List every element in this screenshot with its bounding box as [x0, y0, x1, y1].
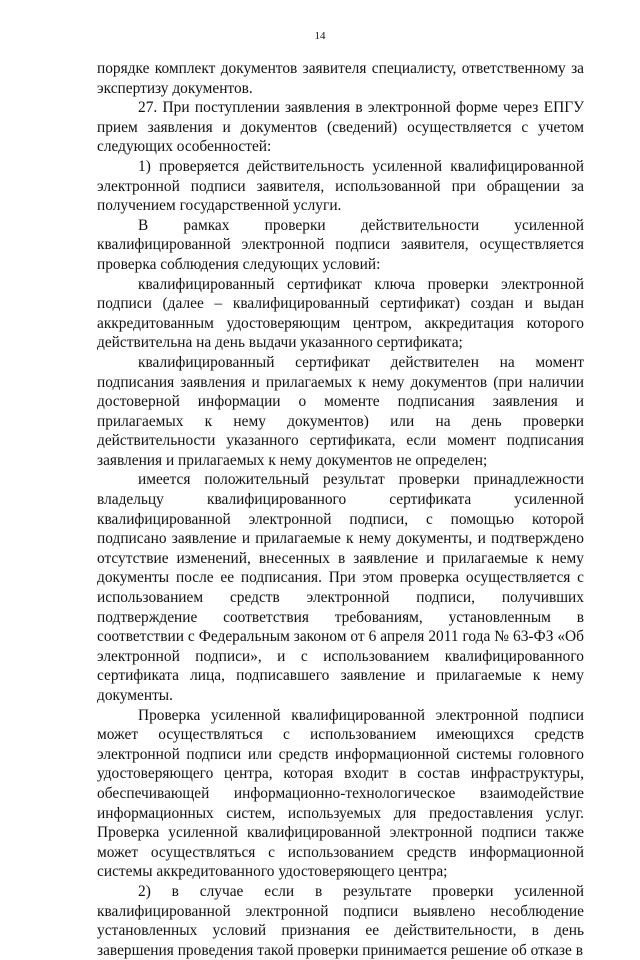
- paragraph: В рамках проверки действительности усиленной квалифицированной электронной подписи заявителя, осуществляется проверка соблюдения следующих условий:: [97, 216, 584, 273]
- paragraph: порядке комплект документов заявителя специалисту, ответственному за экспертизу документов.: [97, 60, 584, 97]
- paragraph: имеется положительный результат проверки принадлежности владельцу квалифицированного сертификата усиленной квалифицированной электронной подписи, с помощью которой подписано заявление и прилагаемые к нему документы, и подтверждено отсутствие изменений, внесенных в заявление и прилагаемые к нему документы после ее подписания. При этом проверка осуществляется с использованием средств электронной подписи, получивших подтверждение соответствия требованиям, установленным в соответствии с Федеральным законом от 6 апреля 2011 года № 63-ФЗ «Об электронной подписи», и с использованием квалифицированного сертификата лица, подписавшего заявление и прилагаемые к нему документы.: [97, 471, 584, 704]
- paragraph: 2) в случае если в результате проверки усиленной квалифицированной электронной подписи выявлено несоблюдение установленных условий признания ее действительности, в день завершения проведения такой проверки принимается решение об отказе в: [97, 882, 584, 959]
- paragraph: квалифицированный сертификат ключа проверки электронной подписи (далее – квалифицированный сертификат) создан и выдан аккредитованным удостоверяющим центром, аккредитация которого действительна на день выдачи указанного сертификата;: [97, 275, 584, 352]
- paragraph: 1) проверяется действительность усиленной квалифицированной электронной подписи заявителя, использованной при обращении за получением государственной услуги.: [97, 157, 584, 215]
- document-body: [97, 59, 584, 960]
- paragraph: Проверка усиленной квалифицированной электронной подписи может осуществляться с использованием имеющихся средств электронной подписи или средств информационной системы головного удостоверяющего центра, которая входит в состав инфраструктуры, обеспечивающей информационно-технологическое взаимодействие информационных систем, используемых для предоставления услуг. Проверка усиленной квалифицированной электронной подписи также может осуществляться с использованием средств информационной системы аккредитованного удостоверяющего центра;: [97, 706, 584, 881]
- page-number: 14: [314, 30, 326, 42]
- paragraph: квалифицированный сертификат действителен на момент подписания заявления и прилагаемых к нему документов (при наличии достоверной информации о моменте подписания заявления и прилагаемых к нему документов) или на день проверки действительности указанного сертификата, если момент подписания заявления и прилагаемых к нему документов не определен;: [97, 353, 584, 469]
- paragraph: 27. При поступлении заявления в электронной форме через ЕПГУ прием заявления и документов (сведений) осуществляется с учетом следующих особенностей:: [97, 99, 584, 156]
